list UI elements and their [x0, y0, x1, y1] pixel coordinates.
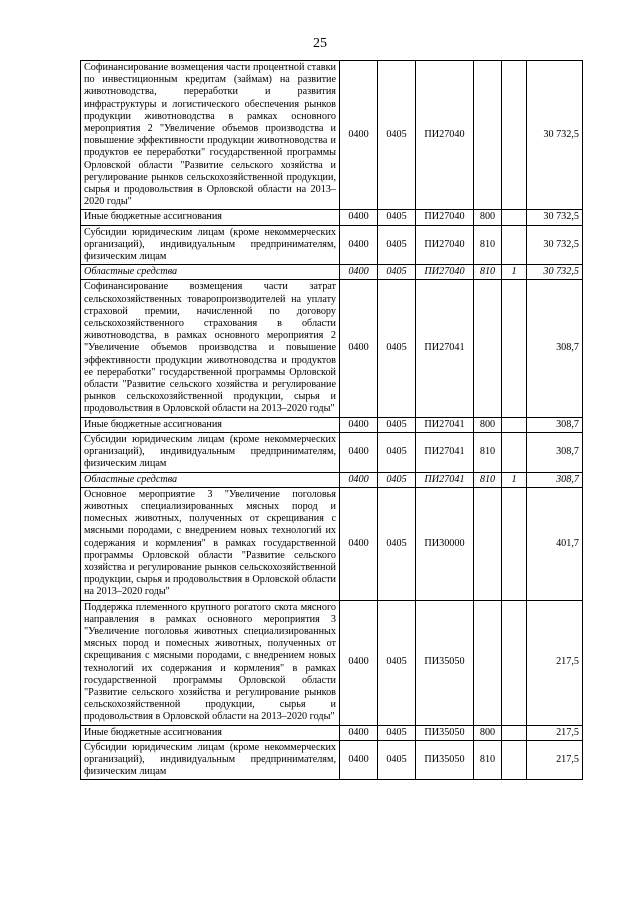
- row-section-code: 0400: [340, 725, 378, 740]
- row-target-article-code: ПИ27041: [416, 472, 474, 487]
- row-funding-source-code: [502, 600, 527, 725]
- row-description: Иные бюджетные ассигнования: [81, 210, 340, 225]
- row-expense-type-code: 810: [474, 225, 502, 265]
- row-description: Иные бюджетные ассигнования: [81, 417, 340, 432]
- row-description: Иные бюджетные ассигнования: [81, 725, 340, 740]
- row-description: Софинансирование возмещения части затрат сельскохозяйственных товаропроизводителей на уплату страховой премии, начисленной по договору сельскохозяйственного страхования в области животноводства, в рамках основного мероприятия 2 "Увеличение объемов производства и повышение эффективности продукции животноводства и продуктов ее переработки" государственной программы Орловской области "Развитие сельского хозяйства и регулирование рынков сельскохозяйственной продукции, сырья и продовольствия в Орловской области на 2013–2020 годы": [81, 280, 340, 417]
- table-row: [81, 600, 583, 725]
- row-section-code: 0400: [340, 600, 378, 725]
- row-section-code: 0400: [340, 265, 378, 280]
- row-section-code: 0400: [340, 487, 378, 600]
- row-description: Субсидии юридическим лицам (кроме некоммерческих организаций), индивидуальным предпринимателям, физическим лицам: [81, 432, 340, 472]
- row-amount: 308,7: [527, 417, 583, 432]
- row-funding-source-code: [502, 725, 527, 740]
- row-target-article-code: ПИ27040: [416, 225, 474, 265]
- row-target-article-code: ПИ27041: [416, 280, 474, 417]
- table-row: [81, 225, 583, 265]
- row-subsection-code: 0405: [378, 61, 416, 210]
- row-target-article-code: ПИ35050: [416, 725, 474, 740]
- budget-table-body: [81, 61, 583, 780]
- row-section-code: 0400: [340, 210, 378, 225]
- row-description: Поддержка племенного крупного рогатого скота мясного направления в рамках основного мероприятия 3 "Увеличение поголовья животных специализированных мясных пород и помесных животных, полученных от скрещивания с мясными породами, с внедрением новых технологий их содержания и кормления" в рамках государственной программы Орловской области "Развитие сельского хозяйства и регулирование рынков сельскохозяйственной продукции, сырья и продовольствия в Орловской области на 2013–2020 годы": [81, 600, 340, 725]
- table-row: [81, 740, 583, 780]
- row-subsection-code: 0405: [378, 472, 416, 487]
- row-funding-source-code: [502, 61, 527, 210]
- row-amount: 308,7: [527, 472, 583, 487]
- row-description: Субсидии юридическим лицам (кроме некоммерческих организаций), индивидуальным предпринимателям, физическим лицам: [81, 225, 340, 265]
- row-description: Субсидии юридическим лицам (кроме некоммерческих организаций), индивидуальным предпринимателям, физическим лицам: [81, 740, 340, 780]
- row-target-article-code: ПИ35050: [416, 600, 474, 725]
- row-subsection-code: 0405: [378, 487, 416, 600]
- budget-table: [80, 60, 583, 780]
- table-row: [81, 417, 583, 432]
- row-expense-type-code: [474, 280, 502, 417]
- row-subsection-code: 0405: [378, 265, 416, 280]
- table-row: [81, 210, 583, 225]
- row-section-code: 0400: [340, 280, 378, 417]
- page-number: 25: [313, 36, 327, 51]
- row-amount: 217,5: [527, 725, 583, 740]
- table-row: [81, 61, 583, 210]
- row-funding-source-code: 1: [502, 265, 527, 280]
- table-row: [81, 487, 583, 600]
- row-section-code: 0400: [340, 61, 378, 210]
- row-expense-type-code: 800: [474, 210, 502, 225]
- row-subsection-code: 0405: [378, 417, 416, 432]
- row-funding-source-code: [502, 210, 527, 225]
- row-section-code: 0400: [340, 740, 378, 780]
- row-expense-type-code: 800: [474, 417, 502, 432]
- row-subsection-code: 0405: [378, 225, 416, 265]
- row-amount: 217,5: [527, 740, 583, 780]
- row-description: Областные средства: [81, 265, 340, 280]
- row-amount: 217,5: [527, 600, 583, 725]
- row-expense-type-code: [474, 600, 502, 725]
- row-section-code: 0400: [340, 432, 378, 472]
- row-funding-source-code: [502, 225, 527, 265]
- row-subsection-code: 0405: [378, 280, 416, 417]
- table-row: [81, 432, 583, 472]
- row-section-code: 0400: [340, 225, 378, 265]
- row-section-code: 0400: [340, 417, 378, 432]
- row-target-article-code: ПИ27040: [416, 265, 474, 280]
- row-expense-type-code: 800: [474, 725, 502, 740]
- row-expense-type-code: 810: [474, 740, 502, 780]
- row-target-article-code: ПИ27041: [416, 432, 474, 472]
- table-row: [81, 725, 583, 740]
- row-target-article-code: ПИ27040: [416, 61, 474, 210]
- table-row: [81, 265, 583, 280]
- row-expense-type-code: [474, 487, 502, 600]
- row-funding-source-code: [502, 432, 527, 472]
- row-amount: 30 732,5: [527, 225, 583, 265]
- row-subsection-code: 0405: [378, 432, 416, 472]
- table-row: [81, 280, 583, 417]
- row-subsection-code: 0405: [378, 725, 416, 740]
- row-section-code: 0400: [340, 472, 378, 487]
- row-amount: 30 732,5: [527, 265, 583, 280]
- row-subsection-code: 0405: [378, 600, 416, 725]
- row-target-article-code: ПИ27040: [416, 210, 474, 225]
- row-amount: 30 732,5: [527, 61, 583, 210]
- row-funding-source-code: [502, 280, 527, 417]
- row-funding-source-code: [502, 417, 527, 432]
- row-expense-type-code: 810: [474, 265, 502, 280]
- row-expense-type-code: 810: [474, 472, 502, 487]
- row-funding-source-code: 1: [502, 472, 527, 487]
- row-expense-type-code: 810: [474, 432, 502, 472]
- row-target-article-code: ПИ35050: [416, 740, 474, 780]
- row-amount: 308,7: [527, 432, 583, 472]
- row-amount: 30 732,5: [527, 210, 583, 225]
- row-funding-source-code: [502, 740, 527, 780]
- row-description: Софинансирование возмещения части процентной ставки по инвестиционным кредитам (займам) на развитие животноводства, переработки и развития инфраструктуры и логистического обеспечения рынков продукции животноводства в рамках основного мероприятия 2 "Увеличение объемов производства и повышение эффективности продукции животноводства и продуктов ее переработки" государственной программы Орловской области "Развитие сельского хозяйства и регулирование рынков сельскохозяйственной продукции, сырья и продовольствия в Орловской области на 2013–2020 годы": [81, 61, 340, 210]
- row-target-article-code: ПИ30000: [416, 487, 474, 600]
- row-subsection-code: 0405: [378, 740, 416, 780]
- row-amount: 401,7: [527, 487, 583, 600]
- row-target-article-code: ПИ27041: [416, 417, 474, 432]
- row-expense-type-code: [474, 61, 502, 210]
- table-row: [81, 472, 583, 487]
- row-funding-source-code: [502, 487, 527, 600]
- row-subsection-code: 0405: [378, 210, 416, 225]
- row-description: Областные средства: [81, 472, 340, 487]
- row-amount: 308,7: [527, 280, 583, 417]
- row-description: Основное мероприятие 3 "Увеличение поголовья животных специализированных мясных пород и помесных животных, полученных от скрещивания с мясными породами, с внедрением новых технологий их содержания и кормления" в рамках государственной программы Орловской области "Развитие сельского хозяйства и регулирование рынков сельскохозяйственной продукции, сырья и продовольствия в Орловской области на 2013–2020 годы": [81, 487, 340, 600]
